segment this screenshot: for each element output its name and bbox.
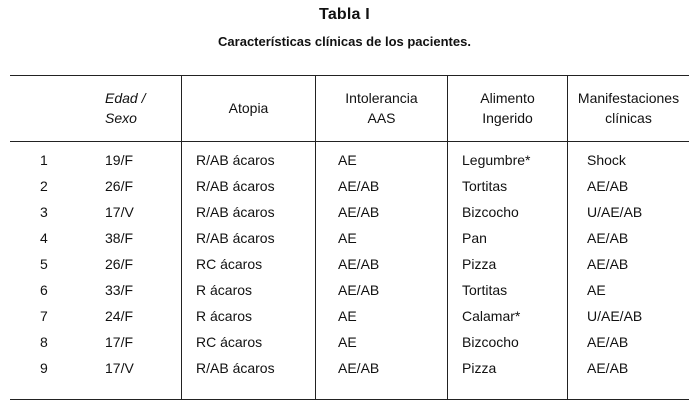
cell-edad-sexo: 38/F: [105, 230, 134, 246]
cell-intolerancia: AE: [338, 308, 357, 324]
cell-edad-sexo: 26/F: [105, 256, 134, 272]
cell-alimento: Pizza: [462, 256, 497, 272]
table-bottom-rule: [10, 399, 689, 400]
cell-atopia: RC ácaros: [196, 334, 263, 350]
header-alimento: Alimento Ingerido: [480, 90, 535, 126]
cell-manifestaciones: AE/AB: [587, 178, 629, 194]
cell-alimento: Bizcocho: [462, 204, 519, 220]
cell-num: 5: [40, 256, 48, 272]
cell-manifestaciones: AE/AB: [587, 334, 629, 350]
table-row: [10, 200, 689, 226]
cell-intolerancia: AE: [338, 334, 357, 350]
cell-alimento: Tortitas: [462, 178, 508, 194]
cell-num: 8: [40, 334, 48, 350]
cell-manifestaciones: AE/AB: [587, 256, 629, 272]
cell-edad-sexo: 17/F: [105, 334, 134, 350]
cell-atopia: R/AB ácaros: [196, 152, 275, 168]
table-row: [10, 278, 689, 304]
cell-alimento: Tortitas: [462, 282, 508, 298]
cell-alimento: Calamar*: [462, 308, 521, 324]
table-row: [10, 174, 689, 200]
table-row: [10, 226, 689, 252]
cell-num: 1: [40, 152, 48, 168]
table-row: [10, 304, 689, 330]
cell-intolerancia: AE/AB: [338, 282, 380, 298]
cell-intolerancia: AE/AB: [338, 360, 380, 376]
cell-num: 3: [40, 204, 48, 220]
cell-alimento: Bizcocho: [462, 334, 519, 350]
cell-atopia: R/AB ácaros: [196, 178, 275, 194]
cell-edad-sexo: 26/F: [105, 178, 134, 194]
header-manifestaciones: Manifestaciones clínicas: [577, 90, 680, 126]
cell-manifestaciones: U/AE/AB: [587, 308, 643, 324]
table-subtitle: Características clínicas de los pacientes.: [218, 34, 471, 49]
cell-manifestaciones: U/AE/AB: [587, 204, 643, 220]
cell-intolerancia: AE: [338, 230, 357, 246]
table-title: Tabla I: [319, 6, 370, 23]
cell-atopia: R/AB ácaros: [196, 360, 275, 376]
table-row: [10, 330, 689, 356]
cell-atopia: R/AB ácaros: [196, 230, 275, 246]
cell-intolerancia: AE/AB: [338, 204, 380, 220]
cell-manifestaciones: AE/AB: [587, 230, 629, 246]
header-edad-sexo: Edad / Sexo: [105, 90, 146, 126]
cell-intolerancia: AE: [338, 152, 357, 168]
cell-num: 9: [40, 360, 48, 376]
cell-num: 4: [40, 230, 48, 246]
cell-intolerancia: AE/AB: [338, 178, 380, 194]
header-bottom-rule: [10, 141, 689, 142]
cell-atopia: RC ácaros: [196, 256, 263, 272]
cell-edad-sexo: 19/F: [105, 152, 134, 168]
header-intolerancia: Intolerancia AAS: [345, 90, 418, 126]
cell-atopia: R ácaros: [196, 308, 253, 324]
cell-num: 7: [40, 308, 48, 324]
table-body: [10, 148, 689, 382]
table-row: [10, 148, 689, 174]
cell-intolerancia: AE/AB: [338, 256, 380, 272]
cell-edad-sexo: 17/V: [105, 360, 134, 376]
patients-table: [10, 75, 689, 400]
cell-atopia: R ácaros: [196, 282, 253, 298]
table-row: [10, 252, 689, 278]
cell-manifestaciones: AE: [587, 282, 606, 298]
cell-alimento: Pan: [462, 230, 487, 246]
table-row: [10, 356, 689, 382]
cell-edad-sexo: 17/V: [105, 204, 134, 220]
cell-num: 2: [40, 178, 48, 194]
cell-alimento: Legumbre*: [462, 152, 531, 168]
cell-alimento: Pizza: [462, 360, 497, 376]
header-atopia: Atopia: [228, 100, 269, 116]
cell-num: 6: [40, 282, 48, 298]
cell-manifestaciones: Shock: [587, 152, 626, 168]
cell-edad-sexo: 33/F: [105, 282, 134, 298]
cell-edad-sexo: 24/F: [105, 308, 134, 324]
cell-atopia: R/AB ácaros: [196, 204, 275, 220]
cell-manifestaciones: AE/AB: [587, 360, 629, 376]
